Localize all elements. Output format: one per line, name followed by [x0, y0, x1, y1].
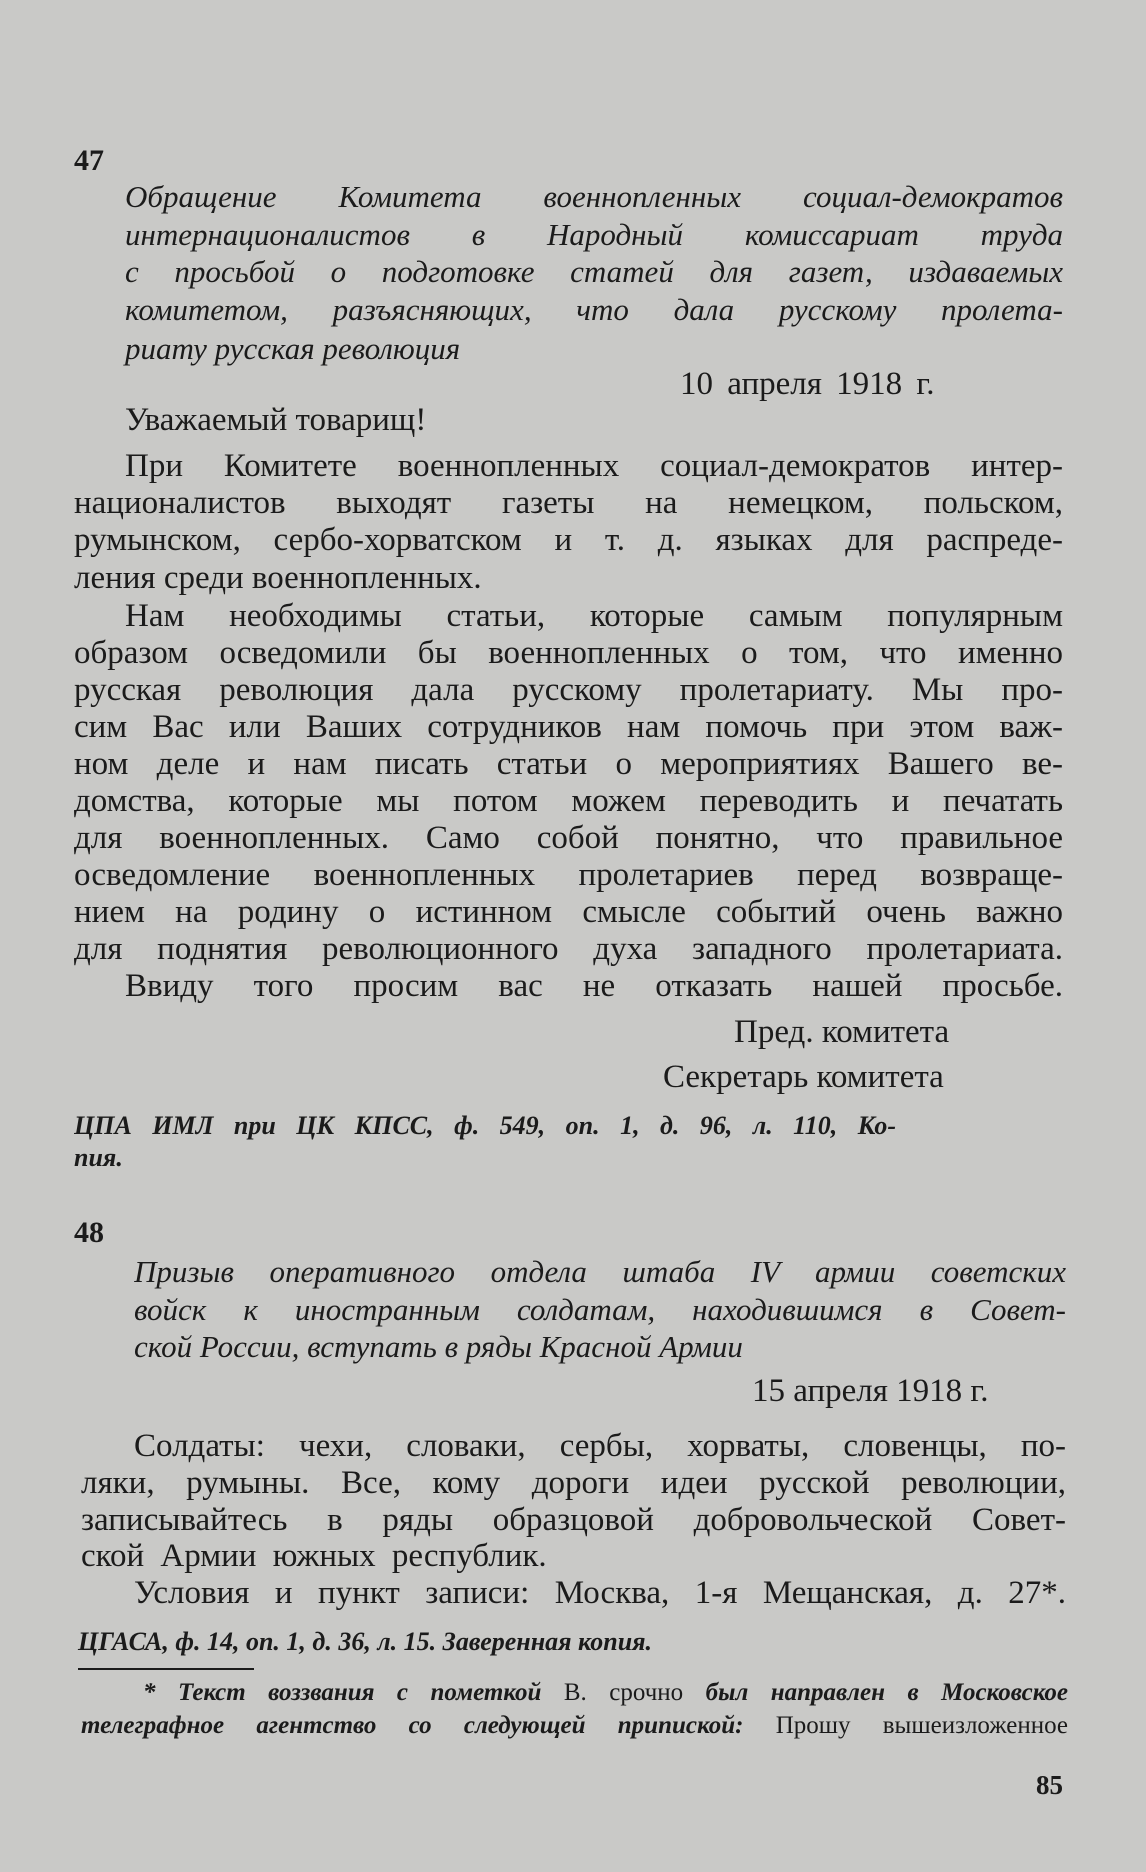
footnote-text-italic: был направлен в Московское	[705, 1679, 1068, 1706]
body-line: для поднятия революционного духа западного пролетариата.	[74, 931, 1063, 967]
footnote-text-italic: телеграфное агентство со следующей припиской:	[81, 1712, 744, 1739]
body-line: ской Армии южных республик.	[81, 1538, 547, 1574]
body-line: Солдаты: чехи, словаки, сербы, хорваты, словенцы, по-	[134, 1428, 1066, 1464]
archive-source: ЦПА ИМЛ при ЦК КПСС, ф. 549, оп. 1, д. 96, л. 110, Ко-	[74, 1111, 896, 1140]
document-heading-line: войск к иностранным солдатам, находившимся в Совет-	[134, 1292, 1066, 1327]
body-line: румынском, сербо-хорватском и т. д. языках для распреде-	[74, 522, 1063, 558]
footnote-divider	[78, 1668, 254, 1670]
document-heading-line: комитетом, разъясняющих, что дала русскому пролета-	[125, 292, 1063, 327]
signature-secretary: Секретарь комитета	[663, 1059, 944, 1095]
body-line: нием на родину о истинном смысле событий очень важно	[74, 894, 1063, 930]
body-line: При Комитете военнопленных социал-демократов интер-	[125, 448, 1063, 484]
body-line: домства, которые мы потом можем переводить и печатать	[74, 783, 1063, 819]
document-heading-line: интернационалистов в Народный комиссариат труда	[125, 217, 1063, 252]
document-number: 47	[74, 144, 104, 177]
document-heading-line: риату русская революция	[125, 331, 461, 366]
archive-source: ЦГАСА, ф. 14, оп. 1, д. 36, л. 15. Заверенная копия.	[78, 1627, 653, 1656]
footnote-text-roman: В. срочно	[563, 1679, 684, 1706]
document-heading-line: ской России, вступать в ряды Красной Армии	[134, 1329, 743, 1364]
document-heading-line: Призыв оперативного отдела штаба IV армии советских	[134, 1254, 1066, 1289]
body-line: Нам необходимы статьи, которые самым популярным	[125, 598, 1063, 634]
document-heading-line: Обращение Комитета военнопленных социал-демократов	[125, 179, 1063, 214]
body-line: ляки, румыны. Все, кому дороги идеи русской революции,	[81, 1465, 1066, 1501]
footnote-line	[81, 1706, 1068, 1746]
page-number: 85	[1036, 1770, 1063, 1800]
body-line: записывайтесь в ряды образцовой добровольческой Совет-	[81, 1502, 1066, 1538]
body-line: осведомление военнопленных пролетариев перед возвраще-	[74, 857, 1063, 893]
footnote-text-italic: * Текст воззвания с пометкой	[143, 1679, 542, 1706]
document-heading-line: с просьбой о подготовке статей для газет, издаваемых	[125, 254, 1063, 289]
body-line: ления среди военнопленных.	[74, 560, 482, 596]
salutation: Уважаемый товарищ!	[125, 402, 427, 438]
body-line: националистов выходят газеты на немецком, польском,	[74, 485, 1063, 521]
footnote-text-roman: Прошу вышеизложенное	[775, 1712, 1068, 1739]
body-line: Условия и пункт записи: Москва, 1-я Мещанская, д. 27*.	[134, 1575, 1066, 1611]
document-date: 10 апреля 1918 г.	[680, 366, 935, 402]
signature-chairman: Пред. комитета	[734, 1014, 950, 1050]
body-line: сим Вас или Ваших сотрудников нам помочь при этом важ-	[74, 709, 1063, 745]
body-line: образом осведомили бы военнопленных о том, что именно	[74, 635, 1063, 671]
body-line: для военнопленных. Само собой понятно, что правильное	[74, 820, 1063, 856]
body-line: ном деле и нам писать статьи о мероприятиях Вашего ве-	[74, 746, 1063, 782]
document-number: 48	[74, 1216, 104, 1249]
body-line: русская революция дала русскому пролетариату. Мы про-	[74, 672, 1063, 708]
body-line: Ввиду того просим вас не отказать нашей просьбе.	[125, 968, 1063, 1004]
archive-source: пия.	[74, 1143, 123, 1172]
document-date: 15 апреля 1918 г.	[752, 1373, 989, 1409]
